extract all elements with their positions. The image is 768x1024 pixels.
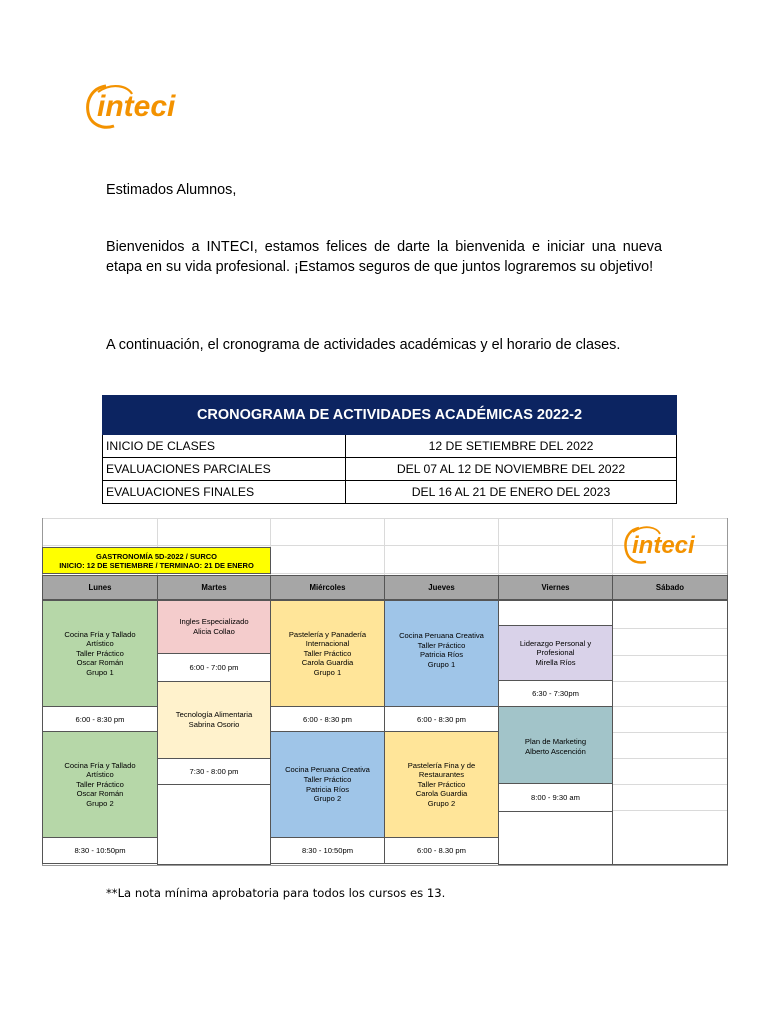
cronograma-value: DEL 16 AL 21 DE ENERO DEL 2023 (411, 485, 611, 499)
day-header-sabado: Sábado (612, 575, 728, 600)
cronograma-value: DEL 07 AL 12 DE NOVIEMBRE DEL 2022 (396, 462, 626, 476)
class-time: 6:00 - 8:30 pm (384, 706, 499, 732)
cronograma-row (102, 458, 677, 481)
class-text: Plan de Marketing Alberto Ascención (524, 737, 587, 756)
class-text: Pastelería y Panadería Internacional Taller Práctico Carola Guardia Grupo 1 (288, 629, 367, 677)
empty-cell (498, 811, 613, 865)
cronograma-title: CRONOGRAMA DE ACTIVIDADES ACADÉMICAS 2022-2 (102, 395, 677, 435)
class-time: 6:30 - 7:30pm (498, 680, 613, 707)
class-time: 7:30 - 8:00 pm (157, 758, 271, 785)
day-header-lunes: Lunes (42, 575, 158, 600)
logo-small-wordmark: inteci (632, 532, 695, 559)
class-time: 6:00 - 7:00 pm (157, 653, 271, 682)
footnote: **La nota mínima aprobatoria para todos los cursos es 13. (106, 886, 446, 900)
class-text: Tecnología Alimentaria Sabrina Osorio (175, 710, 253, 729)
inteci-logo-small (622, 522, 722, 566)
class-text: Cocina Peruana Creativa Taller Práctico Patricia Ríos Grupo 2 (285, 765, 370, 804)
inteci-logo (84, 80, 214, 132)
day-header-viernes: Viernes (498, 575, 613, 600)
empty-cell (157, 784, 271, 865)
class-time: 6:00 - 8:30 pm (270, 706, 385, 732)
class-text: Cocina Fría y Tallado Artístico Taller Práctico Oscar Román Grupo 2 (64, 760, 136, 808)
class-time: 8:30 - 10:50pm (270, 837, 385, 864)
day-header-miercoles: Miércoles (270, 575, 385, 600)
class-cell (498, 706, 613, 784)
cronograma-row (102, 435, 677, 458)
class-cell (270, 731, 385, 838)
banner-line1: GASTRONOMÍA 5D-2022 / SURCO (96, 551, 217, 561)
welcome-paragraph: Bienvenidos a INTECI, estamos felices de darte la bienvenida e iniciar una nueva etapa en su vida profesional. ¡Estamos seguros de que juntos lograremos su objetivo! (106, 239, 662, 275)
class-cell (498, 625, 613, 681)
cronograma-label: EVALUACIONES PARCIALES (103, 458, 346, 480)
class-schedule (42, 518, 728, 866)
empty-cell (498, 600, 613, 626)
class-cell (157, 681, 271, 759)
class-cell (384, 731, 499, 838)
class-time: 6:00 - 8.30 pm (384, 837, 499, 864)
greeting: Estimados Alumnos, (106, 182, 237, 198)
cronograma-label: INICIO DE CLASES (103, 435, 346, 457)
logo-wordmark: inteci (97, 90, 176, 123)
class-cell (42, 600, 158, 707)
class-text: Cocina Fría y Tallado Artístico Taller Práctico Oscar Román Grupo 1 (64, 629, 136, 677)
class-text: Cocina Peruana Creativa Taller Práctico Patricia Ríos Grupo 1 (399, 631, 484, 669)
cronograma-label: EVALUACIONES FINALES (103, 481, 346, 503)
class-cell (270, 600, 385, 707)
day-header-martes: Martes (157, 575, 271, 600)
cronograma-row (102, 481, 677, 504)
class-text: Ingles Especializado Alicia Collao (179, 617, 249, 636)
class-cell (157, 600, 271, 654)
class-cell (384, 600, 499, 707)
inteci-logo-small-mark (622, 522, 722, 566)
class-text: Liderazgo Personal y Profesional Mirella Ríos (519, 638, 592, 667)
banner-line2: INICIO: 12 DE SETIEMBRE / TERMINAO: 21 DE ENERO (59, 560, 254, 570)
inteci-logo-mark (84, 80, 214, 132)
cronograma-value: 12 DE SETIEMBRE DEL 2022 (428, 439, 594, 453)
class-time: 6:00 - 8:30 pm (42, 706, 158, 732)
schedule-banner (42, 547, 271, 574)
class-cell (42, 731, 158, 838)
intro-paragraph: A continuación, el cronograma de actividades académicas y el horario de clases. (106, 337, 621, 353)
class-time: 8:00 - 9:30 am (498, 783, 613, 812)
class-text: Pastelería Fina y de Restaurantes Taller Práctico Carola Guardia Grupo 2 (407, 760, 476, 808)
day-header-jueves: Jueves (384, 575, 499, 600)
empty-cell (612, 600, 728, 865)
class-time: 8:30 - 10:50pm (42, 837, 158, 864)
